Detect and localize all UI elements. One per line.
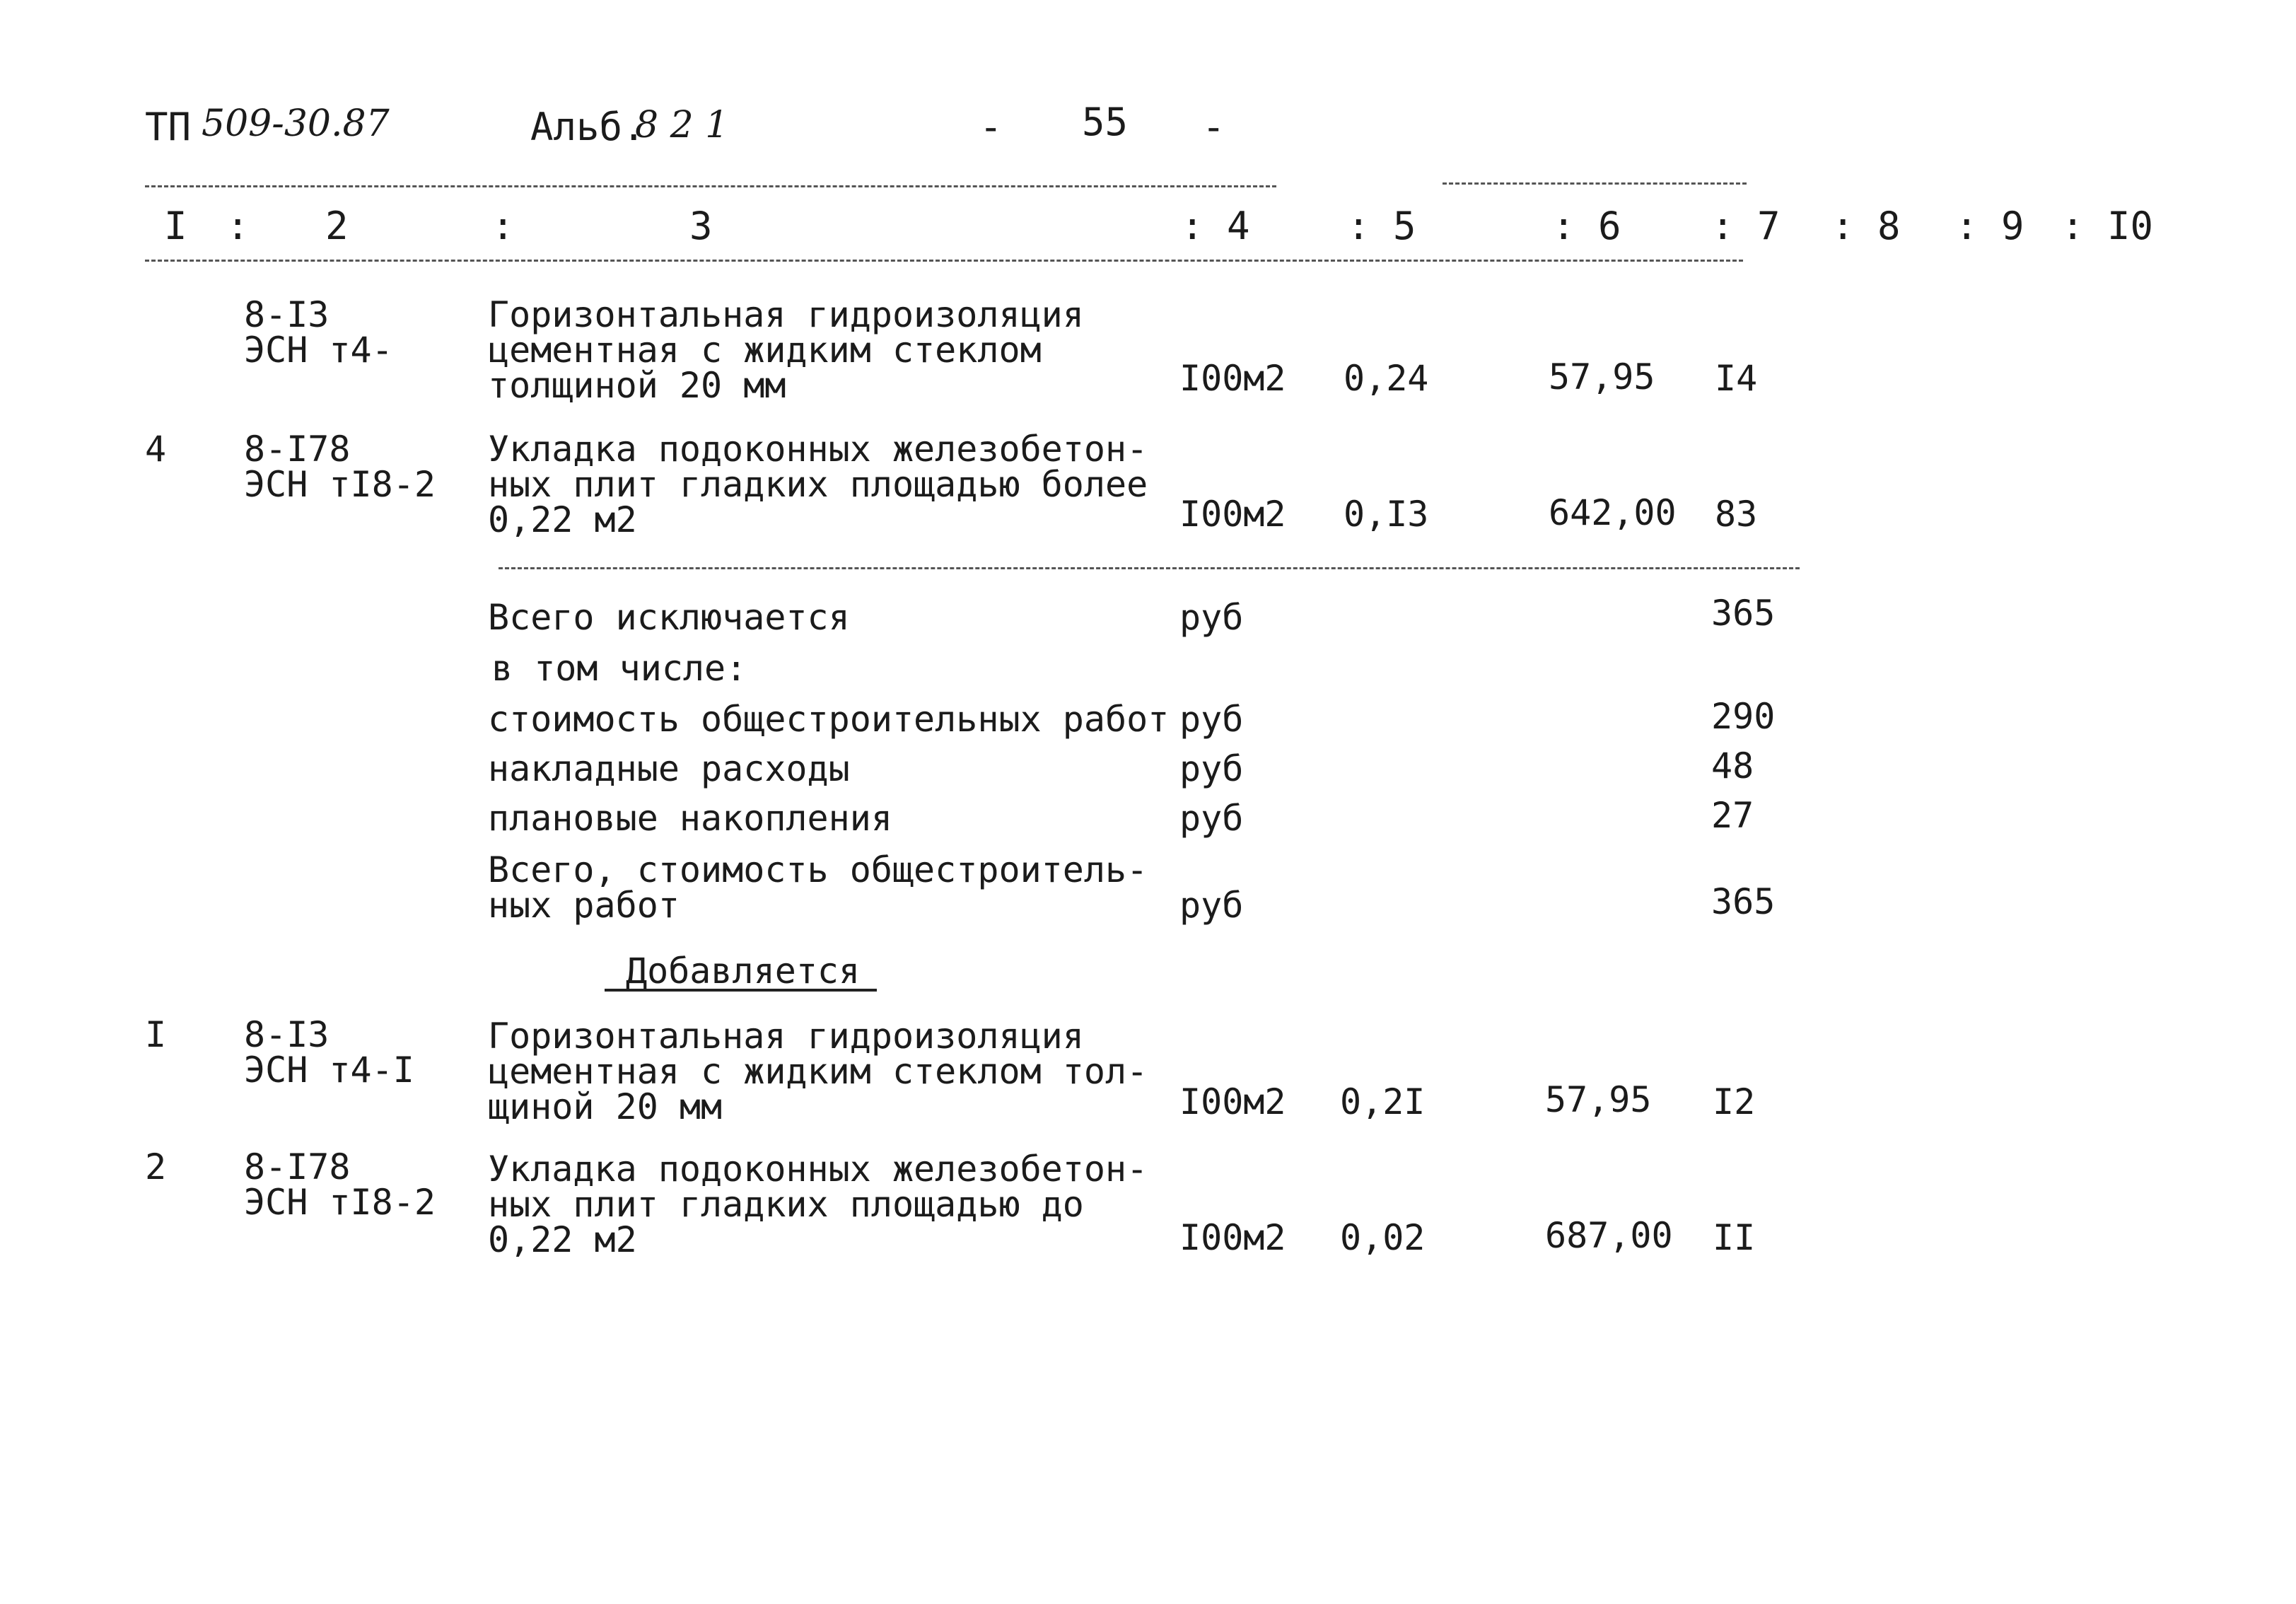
doc-code-prefix: ТП (145, 105, 192, 149)
col-sep-2: : (491, 204, 515, 248)
col-header-8: : 8 (1831, 204, 1901, 248)
page-dash-right: - (1202, 105, 1225, 149)
page-dash-left: - (979, 105, 1003, 149)
summary-value: 27 (1711, 795, 1754, 836)
row-total: 83 (1715, 494, 1758, 535)
row-quantity: 0,2I (1340, 1081, 1426, 1122)
added-heading-underline (605, 989, 877, 992)
row-price: 57,95 (1549, 356, 1655, 397)
album-number: 8 2 1 (635, 104, 729, 146)
summary-unit: руб (1179, 885, 1244, 926)
row-code: 8-I3 ЭСН т4- (244, 294, 393, 371)
row-quantity: 0,I3 (1344, 494, 1429, 535)
summary-unit: руб (1179, 798, 1244, 839)
summary-label: Всего, стоимость общестроитель- ных работ (488, 849, 1148, 926)
col-header-4: : 4 (1181, 204, 1250, 248)
row-description: Укладка подоконных железобетон- ных плит гладких площадью до 0,22 м2 (488, 1149, 1148, 1260)
row-total: I4 (1715, 358, 1758, 399)
summary-label: плановые накопления (488, 798, 892, 839)
row-total: I2 (1713, 1081, 1756, 1122)
row-description: Укладка подоконных железобетон- ных плит гладких площадью более 0,22 м2 (488, 429, 1148, 540)
row-description: Горизонтальная гидроизоляция цементная с жидким стеклом тол- щиной 20 мм (488, 1016, 1148, 1127)
col-header-2: 2 (325, 204, 349, 248)
column-header-rule (145, 260, 1743, 262)
summary-value: 48 (1711, 745, 1754, 786)
summary-label: Всего исключается (488, 597, 850, 638)
summary-unit: руб (1179, 597, 1244, 638)
row-quantity: 0,24 (1344, 358, 1429, 399)
row-unit: I00м2 (1179, 1217, 1286, 1258)
col-header-10: : I0 (2061, 204, 2154, 248)
col-header-5: : 5 (1347, 204, 1416, 248)
col-header-6: : 6 (1552, 204, 1621, 248)
row-price: 642,00 (1549, 492, 1677, 533)
summary-value: 365 (1711, 593, 1776, 634)
col-header-7: : 7 (1711, 204, 1781, 248)
summary-value: 365 (1711, 881, 1776, 922)
header-rule-right (1443, 182, 1747, 185)
row-number: I (145, 1014, 167, 1055)
row-number: 4 (145, 429, 167, 470)
row-code: 8-I78 ЭСН тI8-2 (244, 1146, 436, 1223)
col-header-9: : 9 (1955, 204, 2024, 248)
col-header-1: I (164, 204, 187, 248)
row-code: 8-I78 ЭСН тI8-2 (244, 429, 436, 505)
album-prefix: Альб. (530, 105, 646, 149)
summary-unit: руб (1179, 699, 1244, 740)
row-code: 8-I3 ЭСН т4-I (244, 1014, 414, 1091)
summary-label: накладные расходы (488, 748, 850, 789)
row-quantity: 0,02 (1340, 1217, 1426, 1258)
row-description: Горизонтальная гидроизоляция цементная с жидким стеклом толщиной 20 мм (488, 294, 1084, 406)
summary-value: 290 (1711, 696, 1776, 737)
row-unit: I00м2 (1179, 1081, 1286, 1122)
row-price: 57,95 (1545, 1079, 1652, 1120)
added-heading: Добавляется (626, 951, 861, 992)
summary-rule (499, 567, 1800, 569)
page-number: 55 (1082, 100, 1129, 144)
row-unit: I00м2 (1179, 358, 1286, 399)
row-price: 687,00 (1545, 1215, 1673, 1256)
doc-code-number: 509-30.87 (202, 103, 390, 145)
header-rule (145, 185, 1276, 187)
summary-label: в том числе: (491, 648, 747, 689)
row-number: 2 (145, 1146, 167, 1187)
col-sep-1: : (226, 204, 250, 248)
row-unit: I00м2 (1179, 494, 1286, 535)
summary-unit: руб (1179, 748, 1244, 789)
summary-label: стоимость общестроительных работ (488, 699, 1170, 740)
row-total: II (1713, 1217, 1756, 1258)
col-header-3: 3 (689, 204, 713, 248)
